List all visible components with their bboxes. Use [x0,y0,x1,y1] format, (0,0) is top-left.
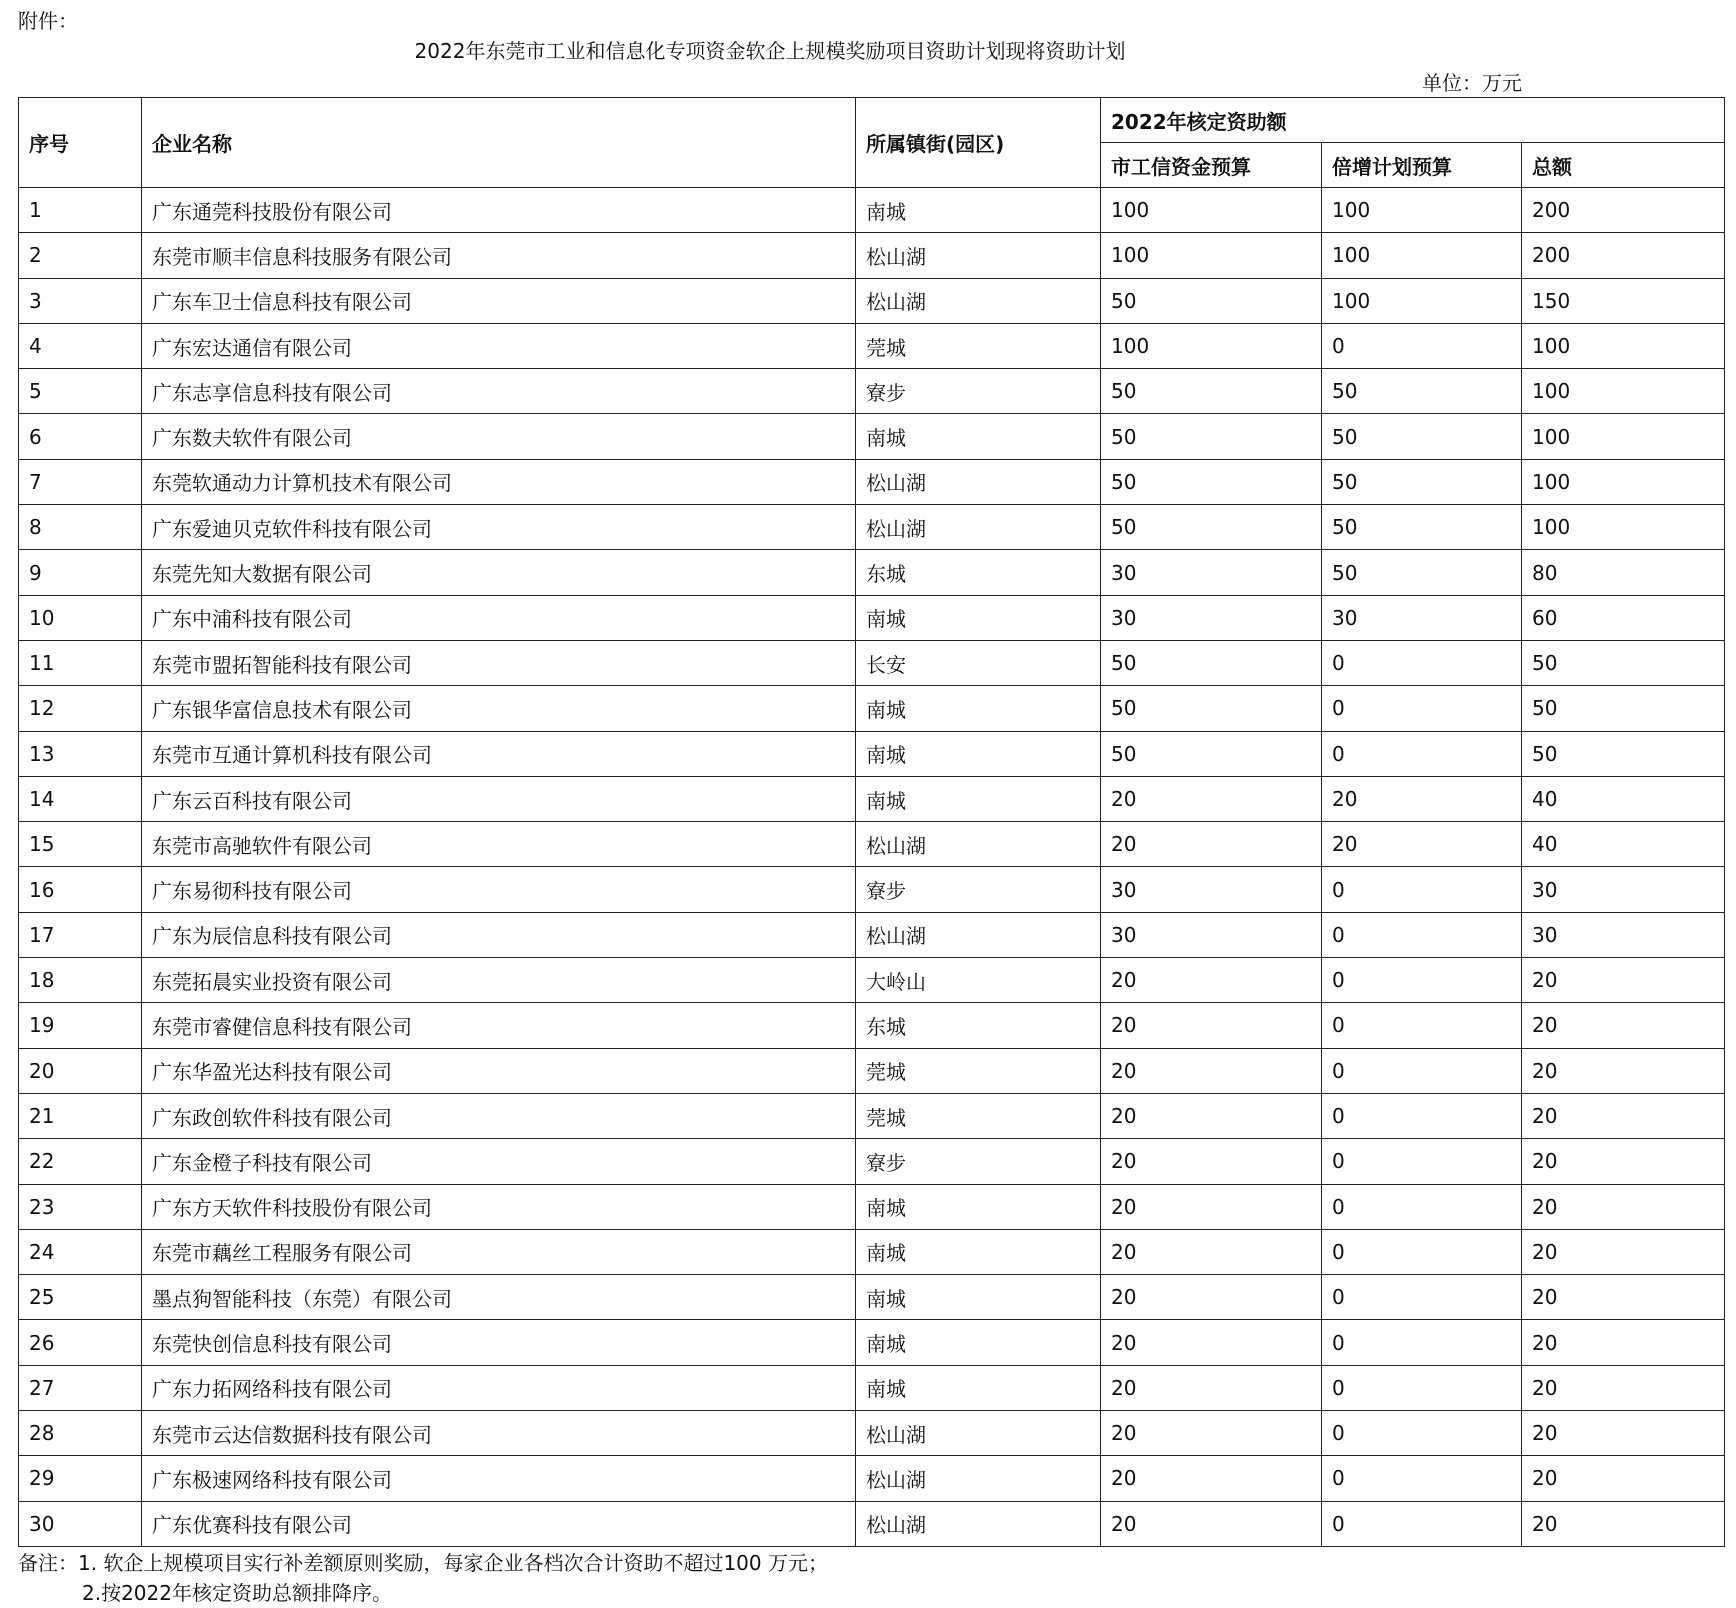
cell-total: 20 [1522,1139,1725,1184]
cell-total: 100 [1522,414,1725,459]
cell-total: 80 [1522,550,1725,595]
cell-no: 21 [19,1093,142,1138]
table-row [19,1365,1725,1410]
cell-total: 100 [1522,505,1725,550]
cell-town: 寮步 [856,867,1101,912]
cell-double-budget: 50 [1322,459,1522,504]
cell-town: 南城 [856,1184,1101,1229]
cell-company: 东莞快创信息科技有限公司 [142,1320,856,1365]
cell-double-budget: 100 [1322,188,1522,233]
header-no: 序号 [19,98,142,188]
cell-company: 广东优赛科技有限公司 [142,1501,856,1546]
cell-double-budget: 0 [1322,640,1522,685]
cell-no: 26 [19,1320,142,1365]
cell-no: 12 [19,686,142,731]
cell-double-budget: 100 [1322,233,1522,278]
table-row [19,188,1725,233]
table-row [19,822,1725,867]
header-town: 所属镇街(园区) [856,98,1101,188]
cell-town: 寮步 [856,1139,1101,1184]
cell-total: 30 [1522,912,1725,957]
cell-city-budget: 100 [1101,233,1322,278]
cell-double-budget: 0 [1322,1456,1522,1501]
cell-double-budget: 0 [1322,1048,1522,1093]
cell-no: 22 [19,1139,142,1184]
cell-total: 20 [1522,1093,1725,1138]
cell-no: 17 [19,912,142,957]
cell-double-budget: 20 [1322,776,1522,821]
header-company: 企业名称 [142,98,856,188]
cell-town: 莞城 [856,1048,1101,1093]
cell-double-budget: 50 [1322,414,1522,459]
cell-city-budget: 100 [1101,188,1322,233]
cell-no: 5 [19,369,142,414]
cell-town: 莞城 [856,323,1101,368]
cell-no: 20 [19,1048,142,1093]
cell-town: 松山湖 [856,1411,1101,1456]
cell-town: 东城 [856,1003,1101,1048]
cell-city-budget: 20 [1101,1229,1322,1274]
table-row [19,595,1725,640]
cell-no: 19 [19,1003,142,1048]
cell-town: 松山湖 [856,1456,1101,1501]
cell-company: 广东华盈光达科技有限公司 [142,1048,856,1093]
cell-city-budget: 20 [1101,1456,1322,1501]
cell-city-budget: 20 [1101,1139,1322,1184]
cell-total: 20 [1522,1184,1725,1229]
cell-company: 东莞先知大数据有限公司 [142,550,856,595]
cell-double-budget: 30 [1322,595,1522,640]
cell-double-budget: 50 [1322,369,1522,414]
cell-city-budget: 50 [1101,459,1322,504]
cell-company: 广东金橙子科技有限公司 [142,1139,856,1184]
cell-no: 8 [19,505,142,550]
cell-city-budget: 20 [1101,1275,1322,1320]
cell-total: 150 [1522,278,1725,323]
cell-double-budget: 0 [1322,686,1522,731]
cell-city-budget: 50 [1101,640,1322,685]
table-row [19,1184,1725,1229]
cell-total: 20 [1522,1320,1725,1365]
cell-total: 50 [1522,686,1725,731]
cell-double-budget: 100 [1322,278,1522,323]
table-row [19,776,1725,821]
cell-company: 广东极速网络科技有限公司 [142,1456,856,1501]
cell-double-budget: 50 [1322,505,1522,550]
cell-city-budget: 50 [1101,731,1322,776]
cell-double-budget: 0 [1322,1411,1522,1456]
cell-no: 15 [19,822,142,867]
cell-city-budget: 20 [1101,958,1322,1003]
cell-no: 16 [19,867,142,912]
cell-city-budget: 30 [1101,595,1322,640]
cell-no: 30 [19,1501,142,1546]
cell-city-budget: 20 [1101,1501,1322,1546]
cell-double-budget: 0 [1322,912,1522,957]
table-row [19,550,1725,595]
cell-double-budget: 0 [1322,1229,1522,1274]
cell-no: 28 [19,1411,142,1456]
cell-town: 寮步 [856,369,1101,414]
table-row [19,867,1725,912]
table-header [19,98,1725,188]
cell-double-budget: 0 [1322,1003,1522,1048]
note-line-2: 2.按2022年核定资助总额排降序。 [82,1581,392,1605]
cell-company: 东莞市藕丝工程服务有限公司 [142,1229,856,1274]
cell-total: 50 [1522,640,1725,685]
cell-double-budget: 0 [1322,1320,1522,1365]
cell-city-budget: 50 [1101,686,1322,731]
cell-company: 东莞市顺丰信息科技服务有限公司 [142,233,856,278]
attachment-label: 附件： [18,9,78,33]
cell-no: 13 [19,731,142,776]
cell-total: 100 [1522,459,1725,504]
cell-city-budget: 100 [1101,323,1322,368]
cell-double-budget: 0 [1322,1365,1522,1410]
cell-total: 20 [1522,1275,1725,1320]
notes [18,1548,828,1608]
cell-total: 20 [1522,1229,1725,1274]
unit-label: 单位：万元 [1422,71,1522,95]
cell-no: 11 [19,640,142,685]
cell-double-budget: 0 [1322,1275,1522,1320]
cell-town: 莞城 [856,1093,1101,1138]
table-row [19,1229,1725,1274]
cell-total: 20 [1522,1048,1725,1093]
cell-double-budget: 0 [1322,867,1522,912]
table-row [19,912,1725,957]
cell-town: 长安 [856,640,1101,685]
table-row [19,1411,1725,1456]
cell-town: 松山湖 [856,1501,1101,1546]
cell-town: 南城 [856,776,1101,821]
cell-double-budget: 0 [1322,1184,1522,1229]
cell-total: 20 [1522,1365,1725,1410]
cell-town: 南城 [856,1365,1101,1410]
funding-table [18,97,1725,1547]
cell-town: 南城 [856,595,1101,640]
cell-city-budget: 20 [1101,1365,1322,1410]
header-total: 总额 [1522,143,1725,188]
cell-no: 24 [19,1229,142,1274]
table-row [19,1003,1725,1048]
cell-company: 广东力拓网络科技有限公司 [142,1365,856,1410]
cell-no: 9 [19,550,142,595]
cell-no: 7 [19,459,142,504]
cell-town: 南城 [856,1320,1101,1365]
table-row [19,414,1725,459]
cell-city-budget: 20 [1101,1411,1322,1456]
table-row [19,459,1725,504]
cell-total: 20 [1522,1003,1725,1048]
cell-city-budget: 20 [1101,822,1322,867]
header-city-budget: 市工信资金预算 [1101,143,1322,188]
cell-total: 60 [1522,595,1725,640]
cell-company: 广东方天软件科技股份有限公司 [142,1184,856,1229]
cell-city-budget: 20 [1101,1003,1322,1048]
cell-city-budget: 50 [1101,414,1322,459]
cell-city-budget: 50 [1101,505,1322,550]
cell-company: 广东宏达通信有限公司 [142,323,856,368]
cell-double-budget: 0 [1322,958,1522,1003]
table-row [19,958,1725,1003]
table-row [19,278,1725,323]
cell-company: 东莞市盟拓智能科技有限公司 [142,640,856,685]
table-row [19,1048,1725,1093]
cell-company: 广东政创软件科技有限公司 [142,1093,856,1138]
cell-town: 南城 [856,188,1101,233]
cell-no: 29 [19,1456,142,1501]
cell-company: 广东易彻科技有限公司 [142,867,856,912]
table-body [19,188,1725,1547]
cell-no: 2 [19,233,142,278]
cell-total: 200 [1522,233,1725,278]
cell-total: 40 [1522,822,1725,867]
cell-town: 松山湖 [856,505,1101,550]
cell-city-budget: 50 [1101,369,1322,414]
table-row [19,731,1725,776]
cell-town: 松山湖 [856,233,1101,278]
cell-company: 广东车卫士信息科技有限公司 [142,278,856,323]
cell-city-budget: 20 [1101,1184,1322,1229]
table-row [19,1456,1725,1501]
cell-no: 18 [19,958,142,1003]
cell-town: 南城 [856,414,1101,459]
cell-total: 100 [1522,323,1725,368]
cell-total: 200 [1522,188,1725,233]
cell-no: 3 [19,278,142,323]
cell-company: 东莞软通动力计算机技术有限公司 [142,459,856,504]
cell-city-budget: 30 [1101,867,1322,912]
cell-company: 东莞市云达信数据科技有限公司 [142,1411,856,1456]
note-line-1: 备注：1. 软企上规模项目实行补差额原则奖励，每家企业各档次合计资助不超过100 万元； [18,1551,828,1575]
table-row [19,686,1725,731]
cell-company: 广东爱迪贝克软件科技有限公司 [142,505,856,550]
table-row [19,1275,1725,1320]
table-row [19,1139,1725,1184]
cell-town: 松山湖 [856,459,1101,504]
header-double-budget: 倍增计划预算 [1322,143,1522,188]
table-row [19,323,1725,368]
cell-total: 30 [1522,867,1725,912]
cell-total: 20 [1522,1411,1725,1456]
cell-total: 20 [1522,1456,1725,1501]
cell-double-budget: 0 [1322,1501,1522,1546]
cell-double-budget: 50 [1322,550,1522,595]
header-group: 2022年核定资助额 [1101,98,1725,143]
table-row [19,1501,1725,1546]
table-row [19,233,1725,278]
cell-town: 松山湖 [856,912,1101,957]
cell-no: 10 [19,595,142,640]
cell-company: 东莞市睿健信息科技有限公司 [142,1003,856,1048]
cell-total: 20 [1522,958,1725,1003]
cell-double-budget: 0 [1322,1139,1522,1184]
table-row [19,369,1725,414]
cell-city-budget: 30 [1101,550,1322,595]
cell-city-budget: 20 [1101,1093,1322,1138]
cell-no: 23 [19,1184,142,1229]
cell-double-budget: 0 [1322,323,1522,368]
cell-no: 6 [19,414,142,459]
cell-company: 东莞市互通计算机科技有限公司 [142,731,856,776]
cell-city-budget: 20 [1101,776,1322,821]
cell-no: 14 [19,776,142,821]
table-row [19,640,1725,685]
cell-company: 广东银华富信息技术有限公司 [142,686,856,731]
cell-company: 墨点狗智能科技（东莞）有限公司 [142,1275,856,1320]
cell-company: 东莞市高驰软件有限公司 [142,822,856,867]
cell-double-budget: 20 [1322,822,1522,867]
cell-no: 4 [19,323,142,368]
cell-town: 东城 [856,550,1101,595]
cell-town: 大岭山 [856,958,1101,1003]
cell-town: 南城 [856,731,1101,776]
cell-company: 广东志享信息科技有限公司 [142,369,856,414]
cell-company: 广东中浦科技有限公司 [142,595,856,640]
cell-total: 40 [1522,776,1725,821]
cell-total: 100 [1522,369,1725,414]
cell-company: 广东云百科技有限公司 [142,776,856,821]
cell-town: 南城 [856,686,1101,731]
cell-company: 广东通莞科技股份有限公司 [142,188,856,233]
cell-no: 27 [19,1365,142,1410]
cell-company: 广东数夫软件有限公司 [142,414,856,459]
cell-company: 东莞拓晨实业投资有限公司 [142,958,856,1003]
cell-city-budget: 50 [1101,278,1322,323]
table-row [19,505,1725,550]
table-row [19,1320,1725,1365]
cell-double-budget: 0 [1322,1093,1522,1138]
table-row [19,1093,1725,1138]
cell-no: 25 [19,1275,142,1320]
cell-no: 1 [19,188,142,233]
cell-total: 50 [1522,731,1725,776]
page-title: 2022年东莞市工业和信息化专项资金软企上规模奖励项目资助计划现将资助计划 [414,39,1126,63]
cell-city-budget: 20 [1101,1320,1322,1365]
cell-town: 南城 [856,1275,1101,1320]
cell-total: 20 [1522,1501,1725,1546]
cell-town: 南城 [856,1229,1101,1274]
cell-town: 松山湖 [856,822,1101,867]
cell-double-budget: 0 [1322,731,1522,776]
cell-company: 广东为辰信息科技有限公司 [142,912,856,957]
cell-city-budget: 20 [1101,1048,1322,1093]
cell-city-budget: 30 [1101,912,1322,957]
cell-town: 松山湖 [856,278,1101,323]
